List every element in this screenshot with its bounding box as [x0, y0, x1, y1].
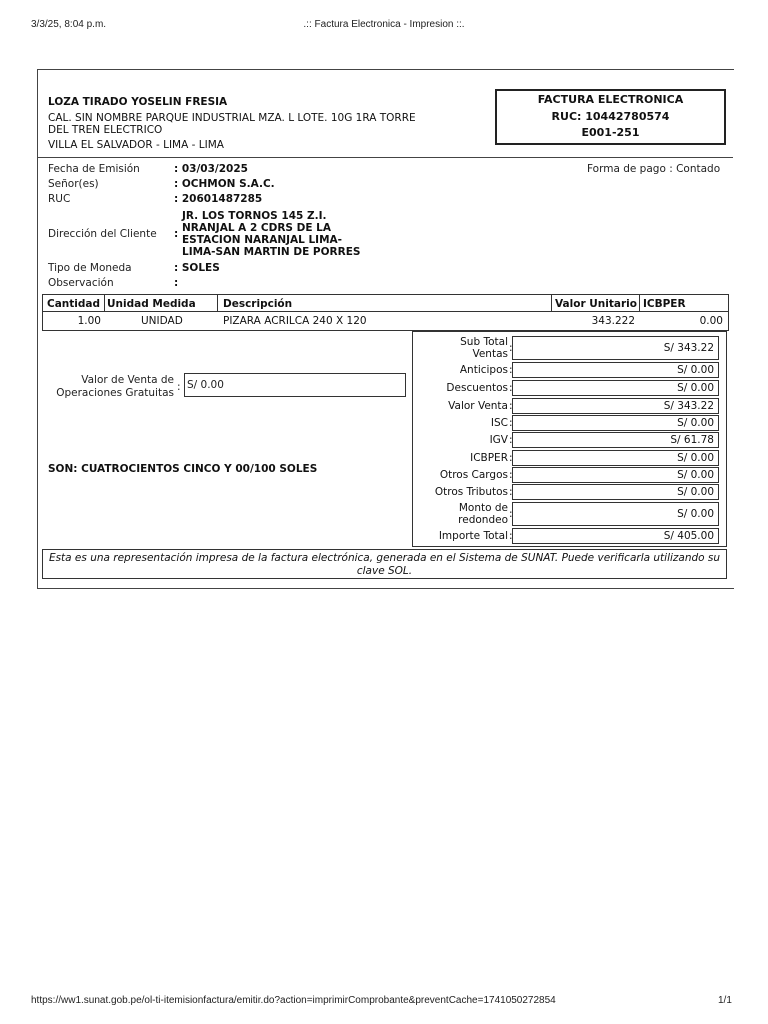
- colon: :: [509, 530, 513, 542]
- col-divider: [217, 295, 218, 311]
- total-value-importe-total: S/ 405.00: [512, 528, 719, 544]
- total-label-isc: ISC: [490, 417, 508, 429]
- ruc-label: RUC: [48, 193, 71, 205]
- senor-value: : OCHMON S.A.C.: [174, 178, 275, 190]
- print-url[interactable]: https://ww1.sunat.gob.pe/ol-ti-itemisionfactura/emitir.do?action=imprimirComprobante&preventCache=1741050272854: [31, 995, 556, 1006]
- monto-line-2: redondeo: [458, 514, 508, 526]
- total-value-igv: S/ 61.78: [512, 432, 719, 448]
- divider: [37, 157, 733, 158]
- moneda-value: : SOLES: [174, 262, 220, 274]
- total-value-otros-tributos: S/ 0.00: [512, 484, 719, 500]
- total-label-sub-total: [460, 336, 508, 360]
- sub-total-line-2: Ventas: [472, 348, 508, 360]
- table-header-divider: [43, 311, 728, 312]
- total-label-valor-venta: Valor Venta: [448, 400, 508, 412]
- invoice-type: FACTURA ELECTRONICA: [537, 93, 684, 106]
- total-label-redondeo: [458, 502, 508, 526]
- total-value-valor-venta: S/ 343.22: [512, 398, 719, 414]
- total-label-anticipos: Anticipos: [459, 364, 508, 376]
- total-value-isc: S/ 0.00: [512, 415, 719, 431]
- invoice-ruc: RUC: 10442780574: [551, 109, 670, 123]
- senor-label: Señor(es): [48, 178, 99, 190]
- col-divider: [551, 295, 552, 311]
- issuer-address-1: CAL. SIN NOMBRE PARQUE INDUSTRIAL MZA. L LOTE. 10G 1RA TORRE: [48, 112, 416, 124]
- issuer-name: LOZA TIRADO YOSELIN FRESIA: [48, 96, 228, 108]
- direccion-line-3: ESTACION NARANJAL LIMA-: [182, 234, 343, 246]
- colon: :: [509, 417, 513, 429]
- sunat-note: Esta es una representación impresa de la factura electrónica, generada en el Sistema de SUNAT. Puede verificarla utilizando su clave SOL.: [42, 549, 727, 579]
- direccion-colon: :: [174, 228, 179, 240]
- gratuitas-label: [48, 374, 174, 400]
- issuer-district: VILLA EL SALVADOR - LIMA - LIMA: [48, 139, 224, 151]
- total-value-redondeo: S/ 0.00: [512, 502, 719, 526]
- sub-total-line-1: Sub Total: [460, 336, 508, 348]
- gratuitas-colon: :: [177, 381, 181, 393]
- fecha-value: : 03/03/2025: [174, 163, 248, 175]
- invoice-id-box: [495, 89, 726, 145]
- total-value-otros-cargos: S/ 0.00: [512, 467, 719, 483]
- obs-value: :: [174, 277, 179, 289]
- row-descripcion: PIZARA ACRILCA 240 X 120: [223, 315, 367, 327]
- row-cantidad: 1.00: [77, 315, 101, 327]
- colon: :: [509, 469, 513, 481]
- total-value-descuentos: S/ 0.00: [512, 380, 719, 396]
- print-title: .:: Factura Electronica - Impresion ::.: [303, 19, 465, 30]
- colon: :: [509, 382, 513, 394]
- total-label-otros-tributos: Otros Tributos: [434, 486, 508, 498]
- col-icbper: ICBPER: [643, 298, 686, 310]
- ruc-value: : 20601487285: [174, 193, 263, 205]
- invoice-number: E001-251: [581, 126, 640, 139]
- gratuitas-label-1: Valor de Venta de: [81, 374, 174, 386]
- issuer-address-2: DEL TREN ELECTRICO: [48, 124, 163, 136]
- totals-block: [412, 331, 727, 547]
- total-label-otros-cargos: Otros Cargos: [439, 469, 508, 481]
- fecha-label: Fecha de Emisión: [48, 163, 140, 175]
- obs-label: Observación: [48, 277, 114, 289]
- print-datetime: 3/3/25, 8:04 p.m.: [31, 19, 107, 30]
- col-cantidad: Cantidad: [47, 298, 101, 310]
- gratuitas-label-2: Operaciones Gratuitas: [56, 387, 174, 399]
- direccion-line-1: JR. LOS TORNOS 145 Z.I.: [182, 210, 327, 222]
- colon: :: [509, 508, 513, 520]
- colon: :: [509, 434, 513, 446]
- colon: :: [509, 400, 513, 412]
- colon: :: [509, 364, 513, 376]
- amount-in-words: SON: CUATROCIENTOS CINCO Y 00/100 SOLES: [48, 463, 318, 475]
- colon: :: [509, 452, 513, 464]
- colon: :: [509, 486, 513, 498]
- gratuitas-value: S/ 0.00: [184, 373, 406, 397]
- total-label-icbper: ICBPER: [470, 452, 508, 464]
- print-page-number: 1/1: [718, 995, 732, 1006]
- direccion-line-4: LIMA-SAN MARTIN DE PORRES: [182, 246, 361, 258]
- col-valor-unitario: Valor Unitario: [555, 298, 637, 310]
- direccion-line-2: NRANJAL A 2 CDRS DE LA: [182, 222, 331, 234]
- col-unidad: Unidad Medida: [107, 298, 196, 310]
- col-descripcion: Descripción: [223, 298, 293, 310]
- total-value-icbper: S/ 0.00: [512, 450, 719, 466]
- total-label-importe-total: Importe Total: [438, 530, 508, 542]
- forma-pago: Forma de pago : Contado: [587, 163, 721, 175]
- col-divider: [639, 295, 640, 311]
- colon: :: [509, 342, 513, 354]
- monto-line-1: Monto de: [458, 502, 508, 514]
- direccion-label: Dirección del Cliente: [48, 228, 157, 240]
- total-label-descuentos: Descuentos: [446, 382, 508, 394]
- total-value-sub-total: S/ 343.22: [512, 336, 719, 360]
- row-icbper: 0.00: [699, 315, 723, 327]
- items-table: [42, 294, 729, 331]
- moneda-label: Tipo de Moneda: [48, 262, 132, 274]
- total-value-anticipos: S/ 0.00: [512, 362, 719, 378]
- total-label-igv: IGV: [489, 434, 508, 446]
- row-valor-unitario: 343.222: [591, 315, 635, 327]
- row-unidad: UNIDAD: [141, 315, 183, 327]
- col-divider: [104, 295, 105, 311]
